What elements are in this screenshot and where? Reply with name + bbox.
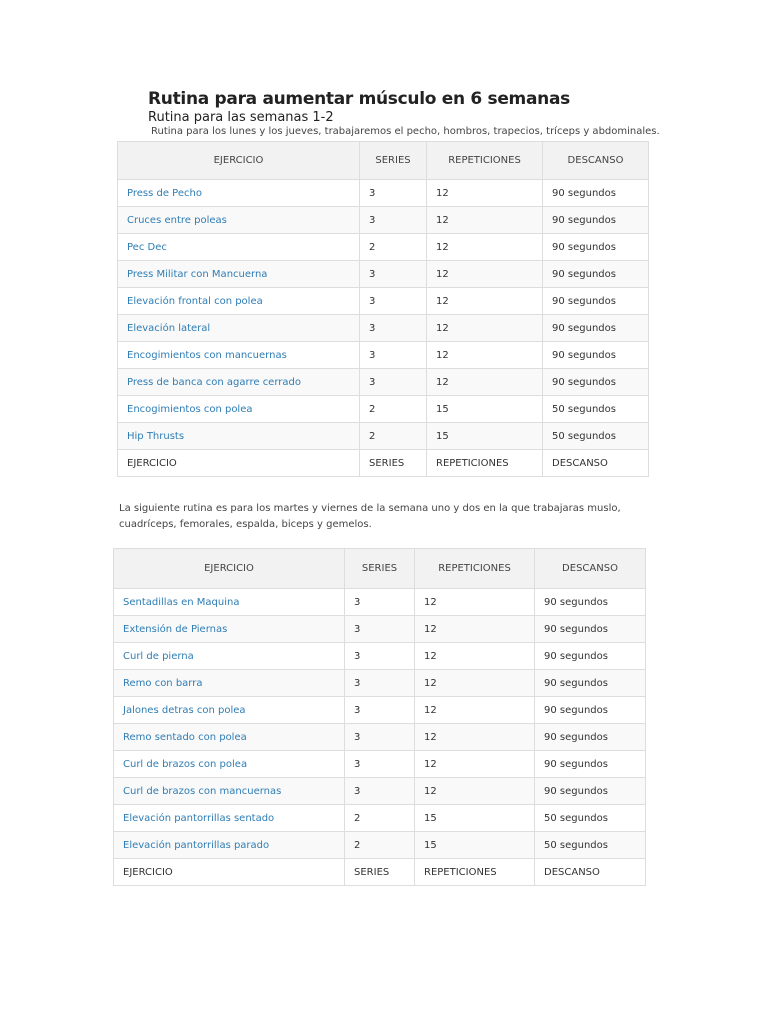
ejercicio-link[interactable]: Encogimientos con polea xyxy=(118,396,360,423)
ejercicio-link[interactable]: Pec Dec xyxy=(118,234,360,261)
table-header-row xyxy=(118,142,649,180)
series-cell: 2 xyxy=(345,832,415,859)
repeticiones-cell: 12 xyxy=(415,589,535,616)
repeticiones-cell: 12 xyxy=(427,261,543,288)
table-row xyxy=(114,589,646,616)
repeticiones-cell: 15 xyxy=(427,423,543,450)
footer-cell-ejercicio: EJERCICIO xyxy=(114,859,345,886)
repeticiones-cell: 12 xyxy=(427,315,543,342)
descanso-cell: 90 segundos xyxy=(543,288,649,315)
repeticiones-cell: 12 xyxy=(415,778,535,805)
ejercicio-link[interactable]: Remo con barra xyxy=(114,670,345,697)
series-cell: 3 xyxy=(345,589,415,616)
table-row xyxy=(118,342,649,369)
series-cell: 2 xyxy=(360,396,427,423)
repeticiones-cell: 12 xyxy=(415,751,535,778)
repeticiones-cell: 12 xyxy=(427,288,543,315)
descanso-cell: 90 segundos xyxy=(535,724,646,751)
table-footer-row xyxy=(118,450,649,477)
descanso-cell: 90 segundos xyxy=(543,234,649,261)
series-cell: 3 xyxy=(345,724,415,751)
series-cell: 2 xyxy=(360,423,427,450)
ejercicio-link[interactable]: Jalones detras con polea xyxy=(114,697,345,724)
repeticiones-cell: 12 xyxy=(415,616,535,643)
table-row xyxy=(118,288,649,315)
table-row xyxy=(118,315,649,342)
series-cell: 3 xyxy=(345,670,415,697)
table-footer-row xyxy=(114,859,646,886)
table-row xyxy=(118,369,649,396)
descanso-cell: 90 segundos xyxy=(543,315,649,342)
ejercicio-link[interactable]: Sentadillas en Maquina xyxy=(114,589,345,616)
footer-cell-series: SERIES xyxy=(345,859,415,886)
routine-table-2 xyxy=(113,548,646,886)
descanso-cell: 90 segundos xyxy=(535,589,646,616)
repeticiones-cell: 15 xyxy=(415,832,535,859)
routine-2-description: La siguiente rutina es para los martes y viernes de la semana uno y dos en la que trabajaras muslo, cuadríceps, femorales, espalda, biceps y gemelos. xyxy=(119,503,621,530)
column-header-ejercicio: EJERCICIO xyxy=(118,142,360,180)
ejercicio-link[interactable]: Elevación pantorrillas parado xyxy=(114,832,345,859)
descanso-cell: 90 segundos xyxy=(535,616,646,643)
descanso-cell: 50 segundos xyxy=(543,396,649,423)
table-row xyxy=(114,724,646,751)
table-row xyxy=(114,751,646,778)
repeticiones-cell: 12 xyxy=(415,670,535,697)
series-cell: 2 xyxy=(360,234,427,261)
table-row xyxy=(118,234,649,261)
column-header-series: SERIES xyxy=(360,142,427,180)
series-cell: 3 xyxy=(345,643,415,670)
ejercicio-link[interactable]: Encogimientos con mancuernas xyxy=(118,342,360,369)
ejercicio-link[interactable]: Press Militar con Mancuerna xyxy=(118,261,360,288)
ejercicio-link[interactable]: Cruces entre poleas xyxy=(118,207,360,234)
table-row xyxy=(114,805,646,832)
table-body xyxy=(114,589,646,859)
table-header-row xyxy=(114,549,646,589)
table-row xyxy=(114,697,646,724)
table-row xyxy=(118,207,649,234)
descanso-cell: 90 segundos xyxy=(543,261,649,288)
series-cell: 3 xyxy=(345,778,415,805)
descanso-cell: 50 segundos xyxy=(543,423,649,450)
descanso-cell: 90 segundos xyxy=(535,643,646,670)
footer-cell-ejercicio: EJERCICIO xyxy=(118,450,360,477)
ejercicio-link[interactable]: Hip Thrusts xyxy=(118,423,360,450)
repeticiones-cell: 12 xyxy=(427,369,543,396)
table-row xyxy=(114,643,646,670)
descanso-cell: 90 segundos xyxy=(543,342,649,369)
table-row xyxy=(118,261,649,288)
series-cell: 3 xyxy=(360,315,427,342)
table-row xyxy=(114,832,646,859)
footer-cell-repeticiones: REPETICIONES xyxy=(415,859,535,886)
series-cell: 3 xyxy=(360,342,427,369)
descanso-cell: 50 segundos xyxy=(535,832,646,859)
series-cell: 3 xyxy=(360,207,427,234)
column-header-series: SERIES xyxy=(345,549,415,589)
descanso-cell: 90 segundos xyxy=(543,207,649,234)
descanso-cell: 90 segundos xyxy=(543,180,649,207)
ejercicio-link[interactable]: Extensión de Piernas xyxy=(114,616,345,643)
ejercicio-link[interactable]: Curl de brazos con polea xyxy=(114,751,345,778)
footer-cell-repeticiones: REPETICIONES xyxy=(427,450,543,477)
intro-text: Rutina para los lunes y los jueves, trabajaremos el pecho, hombros, trapecios, tríceps y abdominales. xyxy=(151,126,660,137)
repeticiones-cell: 12 xyxy=(427,180,543,207)
page-title: Rutina para aumentar músculo en 6 semanas xyxy=(148,89,570,109)
footer-cell-descanso: DESCANSO xyxy=(543,450,649,477)
series-cell: 3 xyxy=(360,369,427,396)
table-row xyxy=(114,616,646,643)
column-header-repeticiones: REPETICIONES xyxy=(415,549,535,589)
series-cell: 3 xyxy=(360,180,427,207)
repeticiones-cell: 12 xyxy=(427,234,543,261)
repeticiones-cell: 12 xyxy=(427,207,543,234)
footer-cell-descanso: DESCANSO xyxy=(535,859,646,886)
series-cell: 3 xyxy=(345,616,415,643)
series-cell: 2 xyxy=(345,805,415,832)
descanso-cell: 90 segundos xyxy=(535,670,646,697)
series-cell: 3 xyxy=(360,288,427,315)
table-body xyxy=(118,180,649,450)
table-row xyxy=(114,778,646,805)
table-row xyxy=(118,423,649,450)
column-header-descanso: DESCANSO xyxy=(543,142,649,180)
descanso-cell: 90 segundos xyxy=(535,778,646,805)
column-header-ejercicio: EJERCICIO xyxy=(114,549,345,589)
series-cell: 3 xyxy=(345,697,415,724)
ejercicio-link[interactable]: Curl de brazos con mancuernas xyxy=(114,778,345,805)
footer-cell-series: SERIES xyxy=(360,450,427,477)
ejercicio-link[interactable]: Remo sentado con polea xyxy=(114,724,345,751)
column-header-descanso: DESCANSO xyxy=(535,549,646,589)
ejercicio-link[interactable]: Curl de pierna xyxy=(114,643,345,670)
ejercicio-link[interactable]: Elevación lateral xyxy=(118,315,360,342)
ejercicio-link[interactable]: Press de banca con agarre cerrado xyxy=(118,369,360,396)
ejercicio-link[interactable]: Elevación pantorrillas sentado xyxy=(114,805,345,832)
page-subtitle: Rutina para las semanas 1-2 xyxy=(148,110,334,125)
title-block xyxy=(148,88,648,126)
series-cell: 3 xyxy=(360,261,427,288)
descanso-cell: 90 segundos xyxy=(535,751,646,778)
repeticiones-cell: 12 xyxy=(415,643,535,670)
table-row xyxy=(118,396,649,423)
descanso-cell: 90 segundos xyxy=(543,369,649,396)
repeticiones-cell: 12 xyxy=(427,342,543,369)
table-row xyxy=(118,180,649,207)
ejercicio-link[interactable]: Press de Pecho xyxy=(118,180,360,207)
table-row xyxy=(114,670,646,697)
descanso-cell: 50 segundos xyxy=(535,805,646,832)
ejercicio-link[interactable]: Elevación frontal con polea xyxy=(118,288,360,315)
repeticiones-cell: 12 xyxy=(415,697,535,724)
repeticiones-cell: 15 xyxy=(415,805,535,832)
descanso-cell: 90 segundos xyxy=(535,697,646,724)
routine-table-1 xyxy=(117,141,649,477)
column-header-repeticiones: REPETICIONES xyxy=(427,142,543,180)
series-cell: 3 xyxy=(345,751,415,778)
repeticiones-cell: 15 xyxy=(427,396,543,423)
repeticiones-cell: 12 xyxy=(415,724,535,751)
